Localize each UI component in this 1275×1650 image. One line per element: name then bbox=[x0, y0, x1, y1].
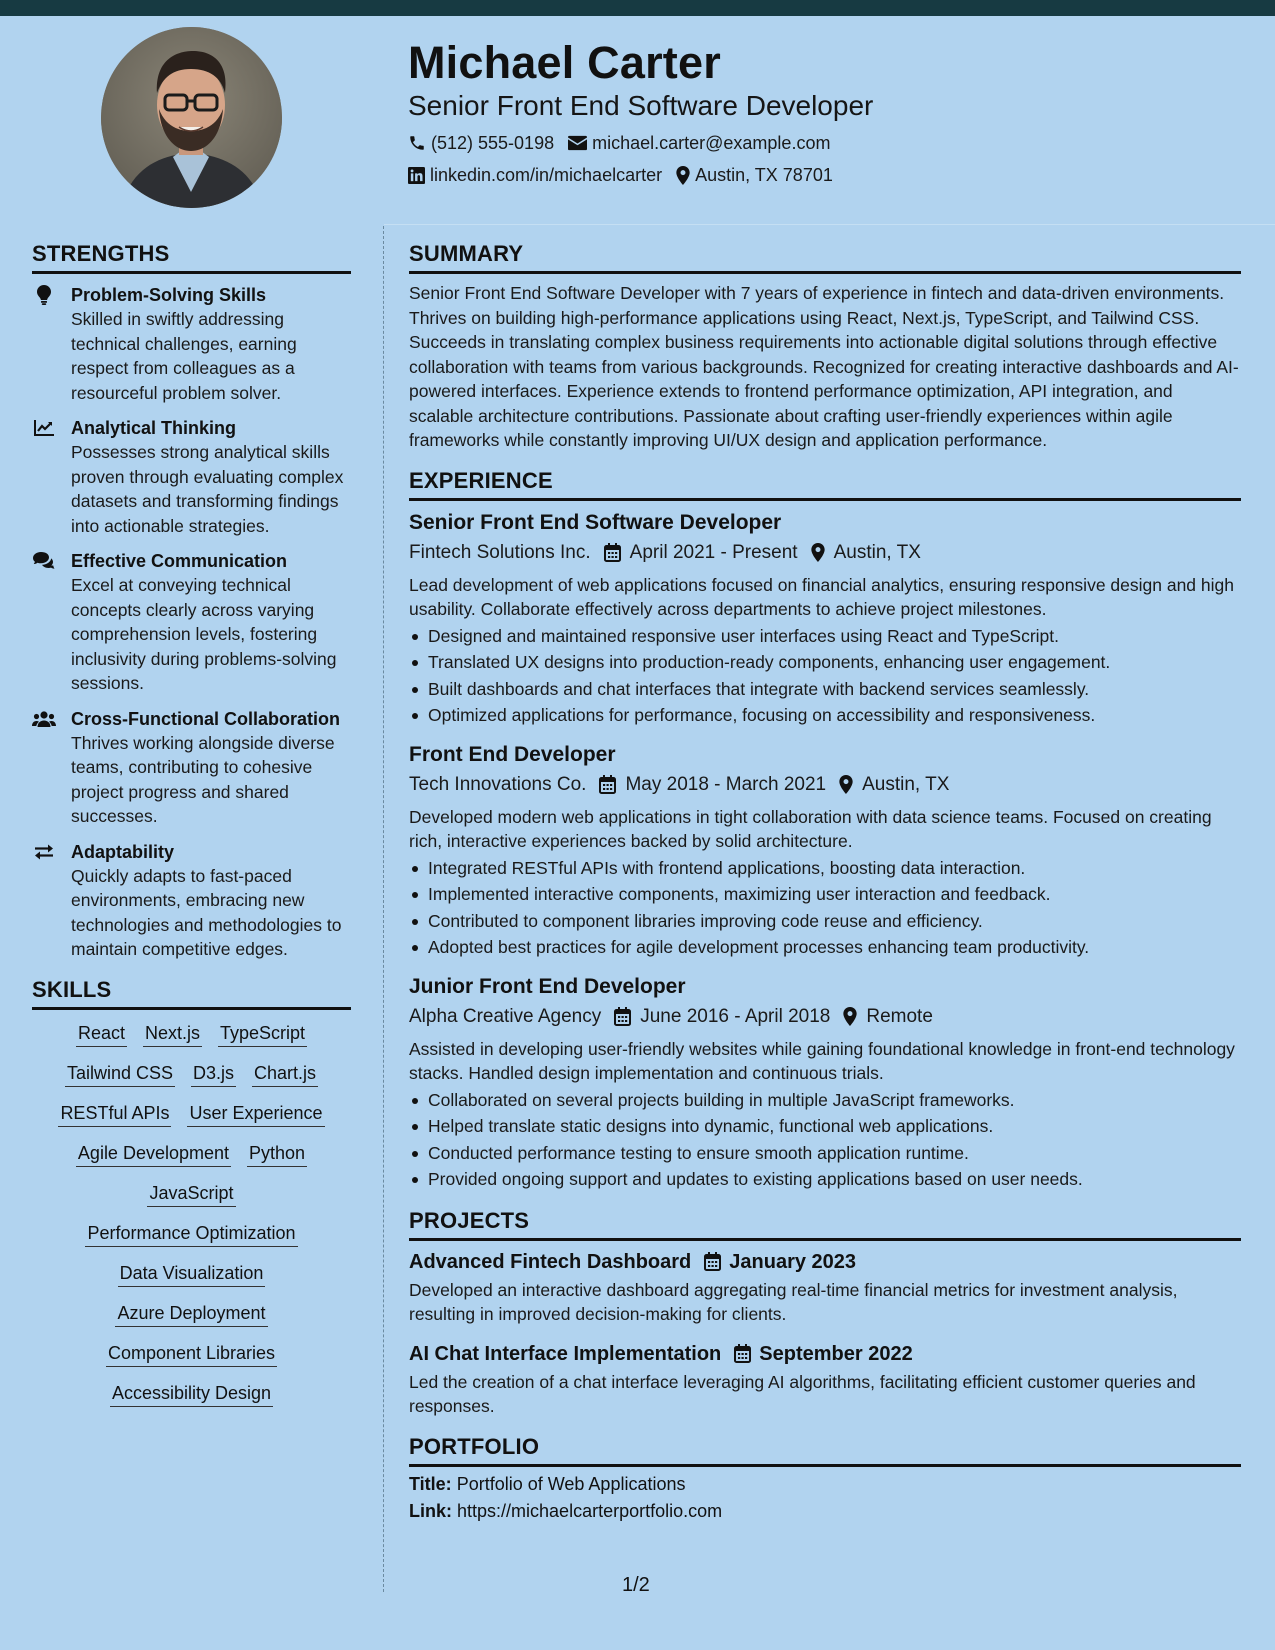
skill-row bbox=[32, 1142, 351, 1167]
skill-row bbox=[32, 1262, 351, 1287]
project-title: AI Chat Interface Implementation bbox=[409, 1342, 722, 1365]
portfolio-link-label: Link: bbox=[409, 1500, 452, 1521]
calendar-icon bbox=[599, 775, 616, 794]
column-divider bbox=[383, 226, 384, 1592]
calendar-icon bbox=[704, 1252, 721, 1271]
skills-heading: SKILLS bbox=[32, 976, 351, 1010]
job-location-wrap bbox=[839, 772, 949, 798]
strength-title: Adaptability bbox=[71, 841, 175, 862]
page-number: 1/2 bbox=[622, 1574, 650, 1596]
job-bullets bbox=[409, 623, 1241, 729]
skill-tag: Next.js bbox=[143, 1022, 202, 1047]
strength-desc: Possesses strong analytical skills proven through evaluating complex datasets and transforming findings into actionable strategies. bbox=[71, 442, 344, 536]
job-bullet: Collaborated on several projects building in multiple JavaScript frameworks. bbox=[409, 1087, 1241, 1114]
strength-desc: Thrives working alongside diverse teams, contributing to cohesive project progress and shared successes. bbox=[71, 732, 335, 826]
portfolio-title-value: Portfolio of Web Applications bbox=[456, 1473, 686, 1494]
skill-tag: TypeScript bbox=[218, 1022, 307, 1047]
envelope-icon bbox=[568, 135, 587, 151]
skill-tag: Performance Optimization bbox=[85, 1222, 297, 1247]
strengths-heading: STRENGTHS bbox=[32, 240, 351, 274]
job-dates: June 2016 - April 2018 bbox=[640, 1005, 831, 1027]
job-entry bbox=[409, 741, 1241, 961]
linkedin-text: linkedin.com/in/michaelcarter bbox=[430, 165, 663, 185]
job-bullet: Conducted performance testing to ensure smooth application runtime. bbox=[409, 1140, 1241, 1167]
job-dates: May 2018 - March 2021 bbox=[625, 773, 827, 795]
strength-item bbox=[32, 840, 351, 962]
map-pin-icon bbox=[843, 1007, 857, 1026]
strengths-list bbox=[32, 283, 351, 962]
strength-item bbox=[32, 416, 351, 538]
calendar-icon bbox=[604, 543, 621, 562]
profile-photo bbox=[101, 27, 282, 208]
skill-tag: Agile Development bbox=[76, 1142, 231, 1167]
skill-row bbox=[32, 1022, 351, 1047]
skill-tag: React bbox=[76, 1022, 127, 1047]
skill-tag: Data Visualization bbox=[118, 1262, 266, 1287]
users-icon bbox=[32, 708, 56, 730]
project-description: Developed an interactive dashboard aggregating real-time financial metrics for investment analysis, resulting in improved decision-making for clients. bbox=[409, 1279, 1178, 1324]
portfolio-title-line bbox=[409, 1471, 1241, 1498]
job-title: Senior Front End Software Developer bbox=[409, 510, 782, 534]
skill-tag: Component Libraries bbox=[106, 1342, 277, 1367]
left-column bbox=[32, 240, 351, 1422]
project-date-wrap bbox=[734, 1341, 912, 1367]
job-entry bbox=[409, 509, 1241, 729]
job-bullet: Translated UX designs into production-ready components, enhancing user engagement. bbox=[409, 649, 1241, 676]
right-column bbox=[409, 240, 1241, 1525]
project-description: Led the creation of a chat interface leveraging AI algorithms, facilitating efficient customer queries and responses. bbox=[409, 1371, 1196, 1416]
job-bullets bbox=[409, 1087, 1241, 1193]
skill-tag: Tailwind CSS bbox=[65, 1062, 175, 1087]
skill-row bbox=[32, 1342, 351, 1367]
job-bullet: Contributed to component libraries improving code reuse and efficiency. bbox=[409, 908, 1241, 935]
portfolio-title-label: Title: bbox=[409, 1473, 452, 1494]
phone-icon bbox=[408, 134, 426, 152]
skill-row bbox=[32, 1062, 351, 1087]
map-pin-icon bbox=[676, 166, 690, 185]
calendar-icon bbox=[614, 1007, 631, 1026]
skill-row bbox=[32, 1102, 351, 1127]
linkedin-contact[interactable] bbox=[408, 164, 662, 186]
project-entry bbox=[409, 1249, 1241, 1327]
strength-item bbox=[32, 707, 351, 829]
job-company: Tech Innovations Co. bbox=[409, 773, 587, 795]
project-header bbox=[409, 1249, 1241, 1275]
job-bullet: Optimized applications for performance, focusing on accessibility and responsiveness. bbox=[409, 702, 1241, 729]
portfolio-link[interactable]: https://michaelcarterportfolio.com bbox=[457, 1500, 723, 1521]
phone-contact[interactable] bbox=[408, 132, 554, 154]
skill-tag: Accessibility Design bbox=[110, 1382, 273, 1407]
job-entry bbox=[409, 973, 1241, 1193]
projects-heading: PROJECTS bbox=[409, 1207, 1241, 1241]
strength-title: Analytical Thinking bbox=[71, 418, 237, 438]
location-text: Austin, TX 78701 bbox=[695, 165, 833, 185]
job-bullet: Integrated RESTful APIs with frontend applications, boosting data interaction. bbox=[409, 855, 1241, 882]
skills-list bbox=[32, 1022, 351, 1407]
strength-title: Effective Communication bbox=[71, 551, 288, 571]
skill-row bbox=[32, 1182, 351, 1207]
job-dates: April 2021 - Present bbox=[629, 541, 798, 563]
job-bullet: Adopted best practices for agile development processes enhancing team productivity. bbox=[409, 934, 1241, 961]
comments-icon bbox=[32, 550, 56, 572]
skill-tag: Chart.js bbox=[252, 1062, 318, 1087]
strength-desc: Excel at conveying technical concepts clearly across varying comprehension levels, fostering inclusivity during problems-solving sessions. bbox=[71, 575, 337, 693]
contact-row-2 bbox=[408, 164, 1228, 186]
skill-tag: User Experience bbox=[187, 1102, 324, 1127]
header-divider bbox=[384, 224, 1275, 225]
resume-header bbox=[408, 36, 1228, 186]
project-title: Advanced Fintech Dashboard bbox=[409, 1250, 692, 1273]
location-contact bbox=[676, 164, 833, 186]
job-location-wrap bbox=[843, 1004, 933, 1030]
strength-item bbox=[32, 283, 351, 405]
map-pin-icon bbox=[811, 543, 825, 562]
strength-title: Problem-Solving Skills bbox=[71, 285, 267, 305]
strength-item bbox=[32, 549, 351, 696]
strength-desc: Quickly adapts to fast-paced environments, embracing new technologies and methodologies to maintain competitive edges. bbox=[71, 865, 342, 959]
skill-tag: Python bbox=[247, 1142, 307, 1167]
linkedin-icon bbox=[408, 167, 425, 184]
job-meta bbox=[409, 772, 1241, 798]
job-description: Assisted in developing user-friendly websites while gaining foundational knowledge in front-end technology stacks. Handled design implementation and continuous trials. bbox=[409, 1038, 1235, 1083]
candidate-name: Michael Carter bbox=[408, 37, 721, 88]
contact-row-1 bbox=[408, 132, 1228, 154]
job-location: Austin, TX bbox=[862, 773, 950, 795]
summary-text: Senior Front End Software Developer with 7 years of experience in fintech and data-driven environments. Thrives on building high-performance applications using React, Next.js, TypeScript, and Tailwind CSS. Succeeds in translating complex business requirements into actionable digital solutions through effective collaboration with teams from various backgrounds. Recognized for creating interactive dashboards and AI-powered interfaces. Experience extends to frontend performance optimization, API integration, and scalable architecture contributions. Passionate about crafting user-friendly experiences within agile frameworks while constantly improving UI/UX design and application performance. bbox=[409, 283, 1239, 450]
chart-line-icon bbox=[32, 417, 56, 439]
strength-title: Cross-Functional Collaboration bbox=[71, 708, 341, 729]
skill-tag: JavaScript bbox=[147, 1182, 235, 1207]
job-bullets bbox=[409, 855, 1241, 961]
job-bullet: Implemented interactive components, maximizing user interaction and feedback. bbox=[409, 881, 1241, 908]
email-contact[interactable] bbox=[568, 132, 830, 154]
job-company: Alpha Creative Agency bbox=[409, 1005, 602, 1027]
job-location: Remote bbox=[866, 1005, 933, 1027]
top-bar bbox=[0, 0, 1275, 16]
job-title: Junior Front End Developer bbox=[409, 974, 686, 998]
summary-heading: SUMMARY bbox=[409, 240, 1241, 274]
experience-heading: EXPERIENCE bbox=[409, 467, 1241, 501]
strength-desc: Skilled in swiftly addressing technical challenges, earning respect from colleagues as a resourceful problem solver. bbox=[71, 309, 297, 403]
job-location: Austin, TX bbox=[833, 541, 921, 563]
project-date: September 2022 bbox=[759, 1342, 913, 1365]
job-meta bbox=[409, 540, 1241, 566]
project-entry bbox=[409, 1341, 1241, 1419]
job-description: Lead development of web applications focused on financial analytics, ensuring responsive design and high usability. Collaborate effectively across departments to achieve project milestones. bbox=[409, 574, 1234, 619]
job-dates-wrap bbox=[614, 1004, 830, 1030]
job-description: Developed modern web applications in tight collaboration with data science teams. Focused on creating rich, interactive experiences backed by solid architecture. bbox=[409, 806, 1212, 851]
job-company: Fintech Solutions Inc. bbox=[409, 541, 591, 563]
job-title: Front End Developer bbox=[409, 742, 616, 766]
portfolio-link-line bbox=[409, 1498, 1241, 1525]
skill-tag: RESTful APIs bbox=[58, 1102, 171, 1127]
skill-tag: D3.js bbox=[191, 1062, 236, 1087]
job-location-wrap bbox=[811, 540, 921, 566]
job-bullet: Helped translate static designs into dynamic, functional web applications. bbox=[409, 1113, 1241, 1140]
job-bullet: Designed and maintained responsive user interfaces using React and TypeScript. bbox=[409, 623, 1241, 650]
skill-row bbox=[32, 1382, 351, 1407]
phone-text: (512) 555-0198 bbox=[431, 133, 555, 153]
job-dates-wrap bbox=[604, 540, 798, 566]
calendar-icon bbox=[734, 1344, 751, 1363]
project-date: January 2023 bbox=[729, 1250, 857, 1273]
portfolio-heading: PORTFOLIO bbox=[409, 1433, 1241, 1467]
map-pin-icon bbox=[839, 775, 853, 794]
job-bullet: Provided ongoing support and updates to existing applications based on user needs. bbox=[409, 1166, 1241, 1193]
lightbulb-icon bbox=[32, 284, 56, 306]
job-meta bbox=[409, 1004, 1241, 1030]
skill-row bbox=[32, 1222, 351, 1247]
job-bullet: Built dashboards and chat interfaces that integrate with backend services seamlessly. bbox=[409, 676, 1241, 703]
project-header bbox=[409, 1341, 1241, 1367]
project-date-wrap bbox=[704, 1249, 856, 1275]
email-text: michael.carter@example.com bbox=[592, 133, 831, 153]
candidate-title: Senior Front End Software Developer bbox=[408, 90, 874, 121]
skill-row bbox=[32, 1302, 351, 1327]
job-dates-wrap bbox=[599, 772, 826, 798]
skill-tag: Azure Deployment bbox=[115, 1302, 267, 1327]
exchange-icon bbox=[32, 841, 56, 863]
